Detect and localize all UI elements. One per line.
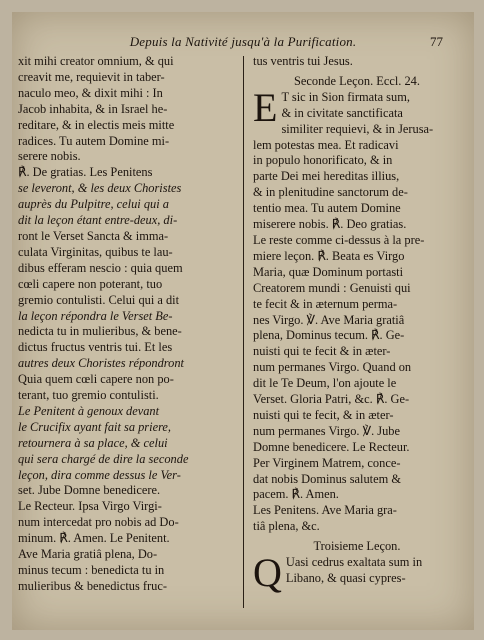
text-line: nuisti qui te fecit & in æter- [253,344,391,359]
text-line: dictus fructus ventris tui. Et les [18,340,173,355]
column-divider [243,56,244,608]
text-line: num permanes Virgo. ℣. Jube [253,423,400,438]
text-line: le Crucifix ayant fait sa priere, [18,419,172,434]
text-line: pacem. ℟. Amen. [253,487,339,502]
text-line: radices. Tu autem Domine mi- [18,133,170,148]
text-line: Le Penitent à genoux devant [18,403,160,418]
drop-cap-e: E [253,84,278,130]
text-line: tentio mea. Tu autem Domine [253,201,401,216]
text-line: terant, tuo gremio contulisti. [18,388,159,403]
text-line: qui sera chargé de dire la seconde [18,451,189,466]
text-line: creavit me, requievit in taber- [18,69,165,84]
text-line: la leçon répondra le Verset Be- [18,308,173,323]
text-line: tiâ plena, &c. [253,519,320,534]
third-lesson-heading: Troisieme Leçon. [313,539,401,554]
text-line: Le Recteur. Ipsa Virgo Virgi- [18,499,162,514]
text-line: in populo honorificato, & in [253,153,393,168]
text-line: xit mihi creator omnium, & qui [18,54,174,68]
text-line: Per Virginem Matrem, conce- [253,455,401,470]
text-line: Domne benedicere. Le Recteur. [253,439,410,454]
third-lesson-body [253,550,461,596]
text-line: plena, Dominus tecum. ℟. Ge- [253,328,405,343]
text-line: Uasi cedrus exaltata sum in [285,555,423,570]
text-line: gremio contulisti. Celui qui a dit [18,292,180,307]
text-line: dat nobis Dominus salutem & [253,471,401,486]
text-line: minus tecum : benedicta tu in [18,563,165,577]
text-line: Maria, quæ Dominum portasti [253,264,404,279]
text-line: miere leçon. ℟. Beata es Virgo [253,248,405,263]
text-line: autres deux Choristes répondront [18,356,185,371]
text-line: Ave Maria gratiâ plena, Do- [18,547,158,562]
text-line: Quia quem cœli capere non po- [18,372,174,387]
text-line: ront le Verset Sancta & imma- [18,228,169,243]
text-line: leçon, dira comme dessus le Ver- [18,467,181,482]
book-page [12,12,474,630]
text-line: te fecit & in æternum perma- [253,296,398,311]
text-line: nuisti qui te fecit, & in æter- [253,407,394,422]
text-line: Les Penitens. Ave Maria gra- [253,503,397,518]
text-line: nes Virgo. ℣. Ave Maria gratiâ [253,312,405,327]
right-column [253,54,461,596]
text-line: Creatorem mundi : Genuisti qui [253,280,411,295]
text-line: dit le Te Deum, l'on ajoute le [253,376,397,391]
text-line: Libano, & quasi cypres- [285,571,406,585]
text-line: num intercedat pro nobis ad Do- [18,515,179,530]
text-line: Verset. Gloria Patri, &c. ℟. Ge- [253,392,410,407]
text-line: reditare, & in electis meis mitte [18,117,175,132]
text-line: dibus efferam nescio : quia quem [18,260,183,275]
text-line: & in civitate sanctificata [281,105,403,120]
text-line: cœli capere non poterant, tuo [18,276,163,291]
left-column [18,54,236,595]
drop-cap-q: Q [253,550,282,596]
text-line: retournera à sa place, & celui [18,435,168,450]
running-title: Depuis la Nativité jusqu'à la Purification. [129,34,357,49]
second-lesson-heading: Seconde Leçon. Eccl. 24. [294,73,420,88]
text-line: naculo meo, & dixit mihi : In [18,85,163,100]
page-number: 77 [430,34,443,49]
text-line: miserere nobis. ℟. Deo gratias. [253,217,407,232]
text-line: Jacob inhabita, & in Israel he- [18,101,168,116]
text-line: se leveront, & les deux Choristes [18,181,182,196]
text-line: num permanes Virgo. Quand on [253,360,412,375]
text-line: serere nobis. [18,149,81,164]
continuation-line: tus ventris tui Jesus. [253,54,353,68]
text-line: Le reste comme ci-dessus à la pre- [253,232,425,247]
text-line: set. Jube Domne benedicere. [18,483,161,498]
text-line: & in plenitudine sanctorum de- [253,185,408,200]
text-line: parte Dei mei hereditas illius, [253,169,400,184]
text-line: dit la leçon étant entre-deux, di- [18,213,178,228]
text-line: nedicta tu in mulieribus, & bene- [18,324,182,339]
text-line: lem potestas mea. Et radicavi [253,137,399,152]
text-line: culata Virginitas, quibus te lau- [18,244,173,259]
text-line: T sic in Sion firmata sum, [281,89,410,104]
text-line: similiter requievi, & in Jerusa- [281,121,434,136]
text-line: minum. ℟. Amen. Le Penitent. [18,531,170,546]
text-line: ℟. De gratias. Les Penitens [18,165,153,180]
text-line: mulieribus & benedictus fruc- [18,578,167,593]
second-lesson-body [253,84,461,535]
text-line: auprès du Pulpitre, celui qui a [18,197,169,212]
